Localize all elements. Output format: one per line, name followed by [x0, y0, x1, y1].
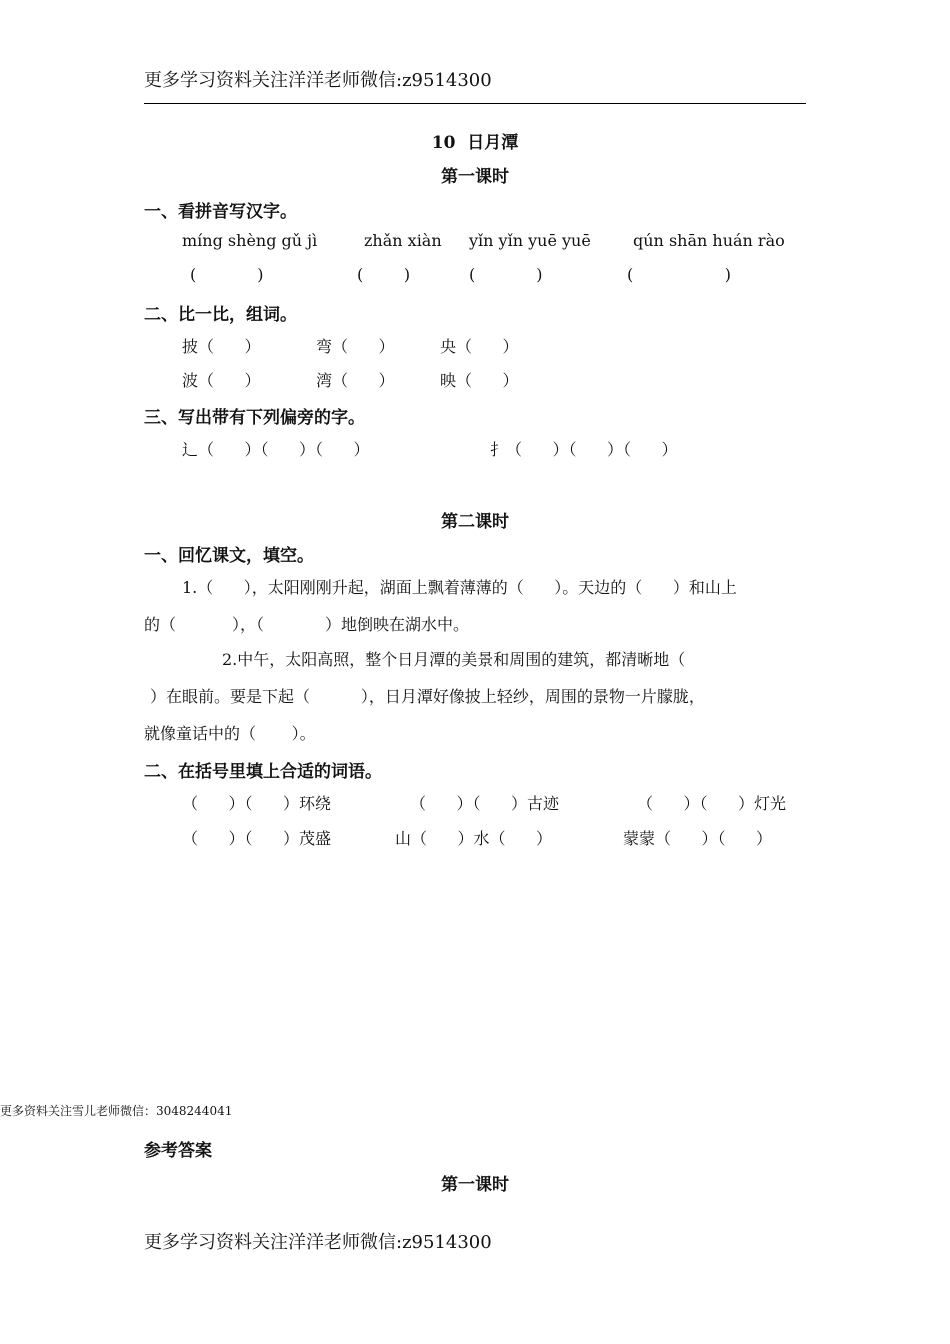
pinyin-1: míng shèng gǔ jì: [182, 231, 318, 250]
recall-line-2: 的（ ），（ ）地倒映在湖水中。: [144, 615, 469, 634]
fill-phrase: 山（ ）水（ ）: [395, 829, 553, 848]
answer-box-3: ( ): [469, 265, 543, 284]
recall-line-1: 1.（ ），太阳刚刚升起，湖面上飘着薄薄的（ ）。天边的（ ）和山上: [182, 578, 737, 597]
answer-box-4: ( ): [627, 265, 732, 284]
answer-box-1: ( ): [190, 265, 264, 284]
part2-title: 第二课时: [441, 512, 509, 532]
page-footer-text: 更多学习资料关注洋洋老师微信:z9514300: [144, 1232, 492, 1253]
radical-row-left: 辶（ ）（ ）（ ）: [182, 440, 370, 459]
recall-line-3: 2.中午，太阳高照，整个日月潭的美景和周围的建筑，都清晰地（: [222, 650, 686, 669]
fill-phrase: （ ）（ ）古迹: [410, 794, 560, 813]
compare-item: 弯（ ）: [316, 337, 395, 356]
fill-phrase: （ ）（ ）环绕: [182, 794, 332, 813]
recall-line-5: 就像童话中的（ ）。: [144, 724, 316, 743]
fill-phrase: （ ）（ ）茂盛: [182, 829, 332, 848]
answers-title: 第一课时: [441, 1175, 509, 1195]
pinyin-3: yǐn yǐn yuē yuē: [469, 231, 591, 250]
compare-item: 央（ ）: [440, 337, 519, 356]
header-divider: [144, 103, 806, 104]
side-note: 更多资料关注雪儿老师微信：3048244041: [0, 1104, 233, 1118]
pinyin-2: zhǎn xiàn: [364, 231, 442, 250]
part2-sec1-heading: 一、回忆课文，填空。: [144, 546, 314, 566]
answers-heading: 参考答案: [144, 1141, 212, 1161]
fill-phrase: （ ）（ ）灯光: [637, 794, 787, 813]
part1-title: 第一课时: [441, 167, 509, 187]
radical-row-right: 扌（ ）（ ）（ ）: [490, 440, 678, 459]
fill-phrase: 蒙蒙（ ）（ ）: [623, 829, 773, 848]
compare-item: 波（ ）: [182, 371, 261, 390]
part1-sec1-heading: 一、看拼音写汉字。: [144, 202, 297, 222]
compare-item: 映（ ）: [440, 371, 519, 390]
part2-sec2-heading: 二、在括号里填上合适的词语。: [144, 762, 382, 782]
compare-item: 湾（ ）: [316, 371, 395, 390]
compare-item: 披（ ）: [182, 337, 261, 356]
lesson-title: 10 日月潭: [431, 133, 519, 153]
part1-sec3-heading: 三、写出带有下列偏旁的字。: [144, 408, 365, 428]
page-header-text: 更多学习资料关注洋洋老师微信:z9514300: [144, 70, 492, 91]
recall-line-4: ）在眼前。要是下起（ ），日月潭好像披上轻纱，周围的景物一片朦胧，: [150, 687, 705, 706]
pinyin-4: qún shān huán rào: [633, 231, 785, 250]
part1-sec2-heading: 二、比一比，组词。: [144, 305, 297, 325]
answer-box-2: ( ): [357, 265, 411, 284]
